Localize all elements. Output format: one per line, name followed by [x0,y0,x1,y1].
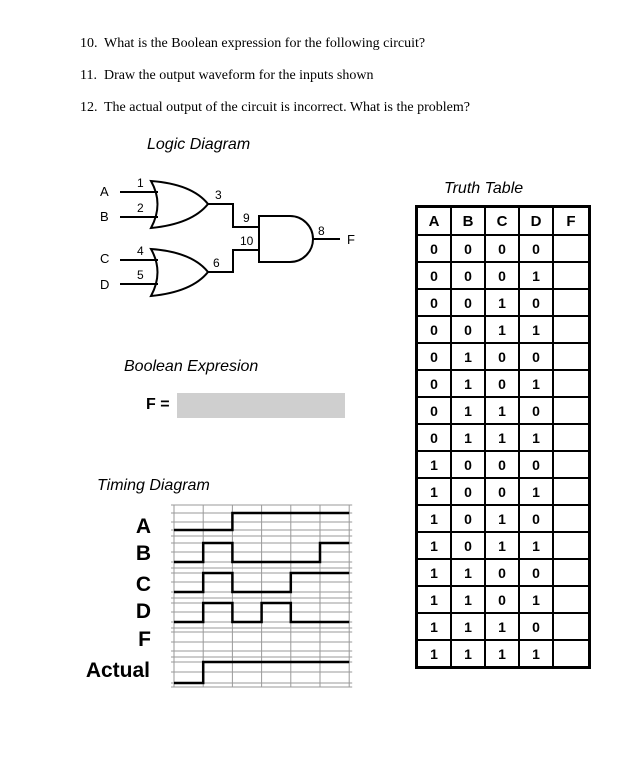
truth-table-cell: 0 [451,316,485,343]
truth-table-row [417,532,590,559]
f-equals-label: F = [146,396,170,413]
truth-table-cell: 0 [417,235,452,262]
truth-table-title: Truth Table [444,180,524,197]
question-text: Draw the output waveform for the inputs shown [104,68,374,83]
truth-table-cell: 1 [485,505,519,532]
truth-table-cell: 0 [451,262,485,289]
truth-table-cell: 0 [519,505,553,532]
truth-table-cell: 0 [417,343,452,370]
truth-table-f-cell[interactable] [553,613,590,640]
truth-table-row [417,613,590,640]
pin-number: 10 [240,234,254,248]
truth-table-cell: 0 [485,478,519,505]
output-label-f: F [347,232,355,247]
truth-table-cell: 0 [451,532,485,559]
logic-diagram-title: Logic Diagram [147,136,251,153]
truth-table-f-cell[interactable] [553,343,590,370]
truth-table-cell: 1 [485,289,519,316]
truth-table-row [417,289,590,316]
truth-table-row [417,343,590,370]
question-text: The actual output of the circuit is incorrect. What is the problem? [104,100,470,115]
truth-table-cell: 1 [451,343,485,370]
truth-table-f-cell[interactable] [553,262,590,289]
truth-table-cell: 0 [417,424,452,451]
truth-table-row [417,235,590,262]
truth-table-row [417,424,590,451]
truth-table-header: A [417,207,452,236]
truth-table-cell: 1 [485,397,519,424]
truth-table-cell: 1 [451,397,485,424]
boolean-expression-title: Boolean Expresion [124,358,259,375]
truth-table-row [417,262,590,289]
truth-table-cell: 0 [417,316,452,343]
truth-table-row [417,397,590,424]
pin-number: 1 [137,176,144,190]
truth-table-cell: 1 [451,370,485,397]
truth-table-cell: 0 [451,505,485,532]
truth-table-header: D [519,207,553,236]
truth-table-cell: 1 [451,424,485,451]
truth-table-cell: 0 [451,478,485,505]
truth-table-cell: 1 [417,451,452,478]
truth-table-cell: 0 [417,262,452,289]
truth-table-header: C [485,207,519,236]
truth-table-cell: 1 [451,586,485,613]
truth-table-cell: 0 [485,451,519,478]
truth-table-cell: 0 [451,235,485,262]
truth-table-cell: 1 [485,532,519,559]
truth-table-cell: 0 [519,613,553,640]
truth-table-row [417,505,590,532]
timing-label-b: B [135,542,151,565]
truth-table-f-cell[interactable] [553,235,590,262]
truth-table-f-cell[interactable] [553,640,590,668]
truth-table-cell: 1 [417,505,452,532]
question-number: 10. [80,36,98,51]
truth-table-cell: 0 [451,451,485,478]
truth-table-header: F [553,207,590,236]
truth-table-row [417,451,590,478]
truth-table-cell: 0 [417,370,452,397]
truth-table-header: B [451,207,485,236]
question-text: What is the Boolean expression for the following circuit? [104,36,426,51]
input-label-c: C [100,251,110,266]
truth-table-f-cell[interactable] [553,532,590,559]
truth-table-cell: 0 [519,289,553,316]
pin-number: 8 [318,224,325,238]
truth-table-f-cell[interactable] [553,370,590,397]
truth-table-row [417,370,590,397]
truth-table-row [417,478,590,505]
truth-table-cell: 0 [451,289,485,316]
truth-table-cell: 0 [519,235,553,262]
truth-table-cell: 0 [519,451,553,478]
truth-table-cell: 0 [485,343,519,370]
truth-table-f-cell[interactable] [553,289,590,316]
truth-table-f-cell[interactable] [553,505,590,532]
truth-table-row [417,640,590,668]
truth-table-cell: 0 [519,397,553,424]
truth-table-cell: 1 [417,478,452,505]
truth-table-f-cell[interactable] [553,559,590,586]
timing-label-a: A [135,515,151,538]
truth-table-f-cell[interactable] [553,397,590,424]
pin-number: 9 [243,211,250,225]
truth-table-cell: 1 [417,613,452,640]
truth-table-cell: 1 [417,586,452,613]
truth-table-cell: 1 [519,316,553,343]
timing-label-c: C [135,573,151,596]
truth-table-cell: 0 [485,262,519,289]
timing-label-actual: Actual [85,659,150,682]
truth-table-cell: 0 [519,343,553,370]
truth-table-cell: 0 [485,370,519,397]
truth-table-cell: 1 [485,424,519,451]
truth-table-f-cell[interactable] [553,451,590,478]
truth-table-cell: 0 [485,235,519,262]
truth-table-cell: 1 [519,262,553,289]
truth-table-cell: 1 [485,640,519,668]
truth-table-cell: 1 [451,613,485,640]
question-number: 11. [80,68,97,83]
truth-table [415,205,591,669]
timing-diagram-title: Timing Diagram [97,477,210,494]
truth-table-cell: 1 [519,478,553,505]
question-number: 12. [80,100,98,115]
input-label-d: D [100,277,110,292]
truth-table-f-cell[interactable] [553,478,590,505]
truth-table-cell: 0 [417,397,452,424]
truth-table-cell: 1 [451,559,485,586]
pin-number: 5 [137,268,144,282]
truth-table-f-cell[interactable] [553,586,590,613]
truth-table-cell: 1 [451,640,485,668]
truth-table-cell: 0 [485,586,519,613]
truth-table-cell: 0 [417,289,452,316]
truth-table-f-cell[interactable] [553,316,590,343]
truth-table-cell: 1 [519,640,553,668]
pin-number: 2 [137,201,144,215]
pin-number: 3 [215,188,222,202]
truth-table-cell: 1 [417,640,452,668]
truth-table-cell: 1 [519,586,553,613]
truth-table-row [417,559,590,586]
truth-table-cell: 1 [417,559,452,586]
truth-table-cell: 1 [519,532,553,559]
truth-table-cell: 1 [485,613,519,640]
truth-table-cell: 1 [417,532,452,559]
pin-number: 4 [137,244,144,258]
truth-table-cell: 0 [485,559,519,586]
input-label-b: B [100,209,109,224]
truth-table-cell: 0 [519,559,553,586]
truth-table-f-cell[interactable] [553,424,590,451]
timing-label-d: D [135,600,151,623]
truth-table-cell: 1 [485,316,519,343]
truth-table-row [417,586,590,613]
truth-table-cell: 1 [519,370,553,397]
truth-table-row [417,316,590,343]
truth-table-cell: 1 [519,424,553,451]
input-label-a: A [100,184,109,199]
timing-label-f: F [138,628,151,651]
pin-number: 6 [213,256,220,270]
